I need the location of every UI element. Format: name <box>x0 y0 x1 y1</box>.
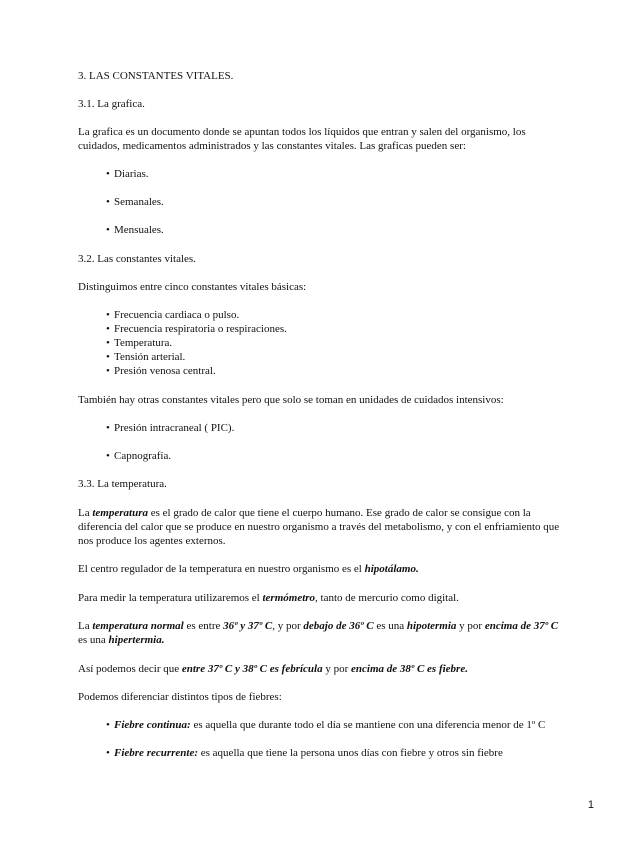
thermoregulation-paragraph: El centro regulador de la temperatura en nuestro organismo es el hipotálamo. <box>78 563 419 575</box>
list-item: • Diarias. <box>106 168 149 180</box>
list-item: • Presión venosa central. <box>106 365 216 377</box>
section-3-1-title: 3.1. La grafica. <box>78 98 145 110</box>
fever-types-intro: Podemos diferenciar distintos tipos de fiebres: <box>78 691 282 703</box>
list-item: • Frecuencia cardiaca o pulso. <box>106 309 240 321</box>
list-item: • Presión intracraneal ( PIC). <box>106 422 235 434</box>
list-item: • Fiebre recurrente: es aquella que tiene la persona unos días con fiebre y otros sin fiebre <box>106 747 503 759</box>
page-number: 1 <box>587 799 594 811</box>
temperature-paragraph-line-2: diferencia del calor que se produce en nuestro organismo a través del metabolismo, y con el enfriamiento que <box>78 521 560 533</box>
normal-temperature-line-2: es una hipertermia. <box>78 634 165 646</box>
list-item: • Tensión arterial. <box>106 351 186 363</box>
list-item: • Capnografía. <box>106 450 172 462</box>
list-item: • Mensuales. <box>106 224 164 236</box>
temperature-paragraph-line-1: La temperatura es el grado de calor que tiene el cuerpo humano. Ese grado de calor se consigue con la <box>78 507 531 519</box>
list-item: • Fiebre continua: es aquella que durante todo el día se mantiene con una diferencia menor de 1º C <box>106 719 546 731</box>
normal-temperature-line-1: La temperatura normal es entre 36º y 37º C, y por debajo de 36º C es una hipotermia y por encima de 37º C <box>78 620 559 632</box>
fever-threshold-paragraph: Así podemos decir que entre 37º C y 38º C es febrícula y por encima de 38º C es fiebre. <box>78 663 468 675</box>
section-3-2-title: 3.2. Las constantes vitales. <box>78 253 196 265</box>
icu-constants-intro: También hay otras constantes vitales pero que solo se toman en unidades de cuidados intensivos: <box>78 394 504 406</box>
measurement-paragraph: Para medir la temperatura utilizaremos el termómetro, tanto de mercurio como digital. <box>78 592 459 604</box>
document-heading: 3. LAS CONSTANTES VITALES. <box>78 70 234 82</box>
list-item: • Temperatura. <box>106 337 173 349</box>
section-3-3-title: 3.3. La temperatura. <box>78 478 167 490</box>
section-3-2-intro: Distinguimos entre cinco constantes vitales básicas: <box>78 281 307 293</box>
temperature-paragraph-line-3: nos produce los agentes externos. <box>78 535 226 547</box>
section-3-1-paragraph-line-1: La grafica es un documento donde se apuntan todos los líquidos que entran y salen del organismo, los <box>78 126 526 138</box>
section-3-1-paragraph-line-2: cuidados, medicamentos administrados y las constantes vitales. Las graficas pueden ser: <box>78 140 466 152</box>
list-item: • Semanales. <box>106 196 164 208</box>
list-item: • Frecuencia respiratoria o respiraciones. <box>106 323 287 335</box>
